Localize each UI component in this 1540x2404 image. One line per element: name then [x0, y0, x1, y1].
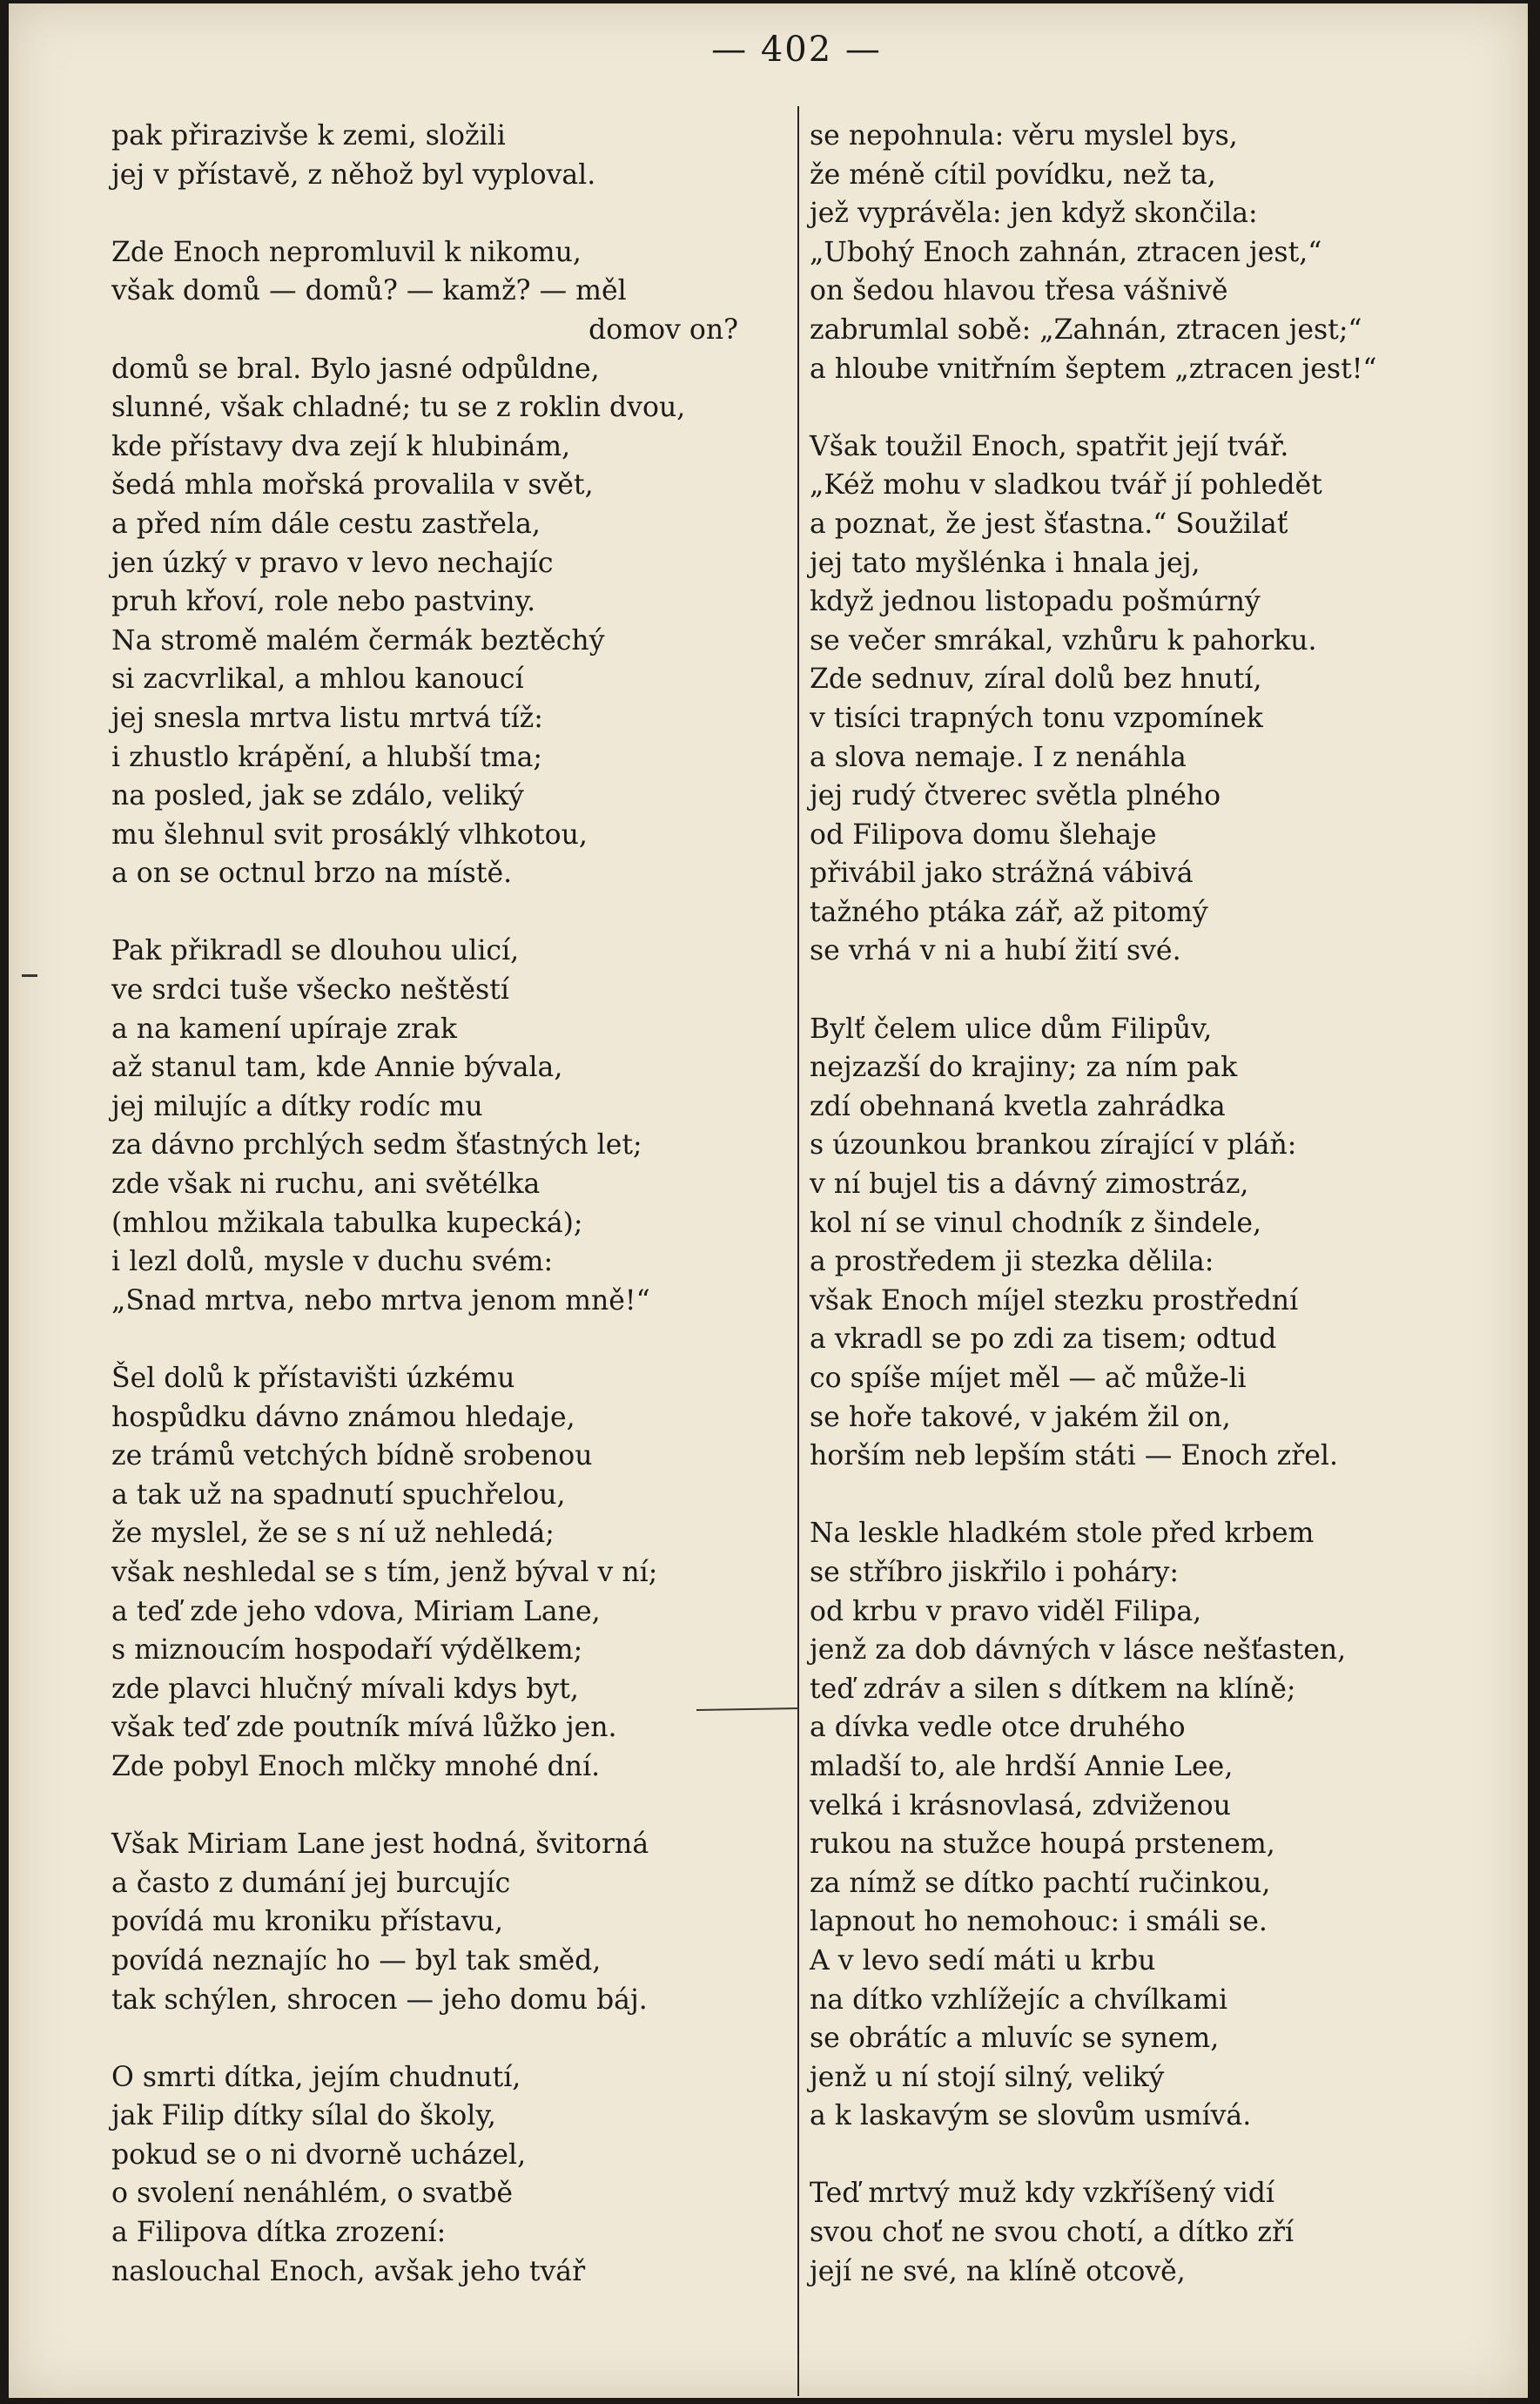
verse-line: domů se bral. Bylo jasné odpůldne,: [111, 353, 600, 385]
verse-line: se obrátíc a mluvíc se synem,: [810, 2023, 1220, 2055]
verse-line: a hloube vnitřním šeptem „ztracen jest!“: [810, 353, 1377, 385]
verse-line: O smrti dítka, jejím chudnutí,: [111, 2061, 521, 2093]
verse-line: domov on?: [588, 313, 738, 346]
verse-line: jenž u ní stojí silný, veliký: [810, 2061, 1165, 2093]
verse-line: a prostředem ji stezka dělila:: [810, 1246, 1214, 1278]
left-column: [111, 117, 790, 2330]
left-column-stanza: [111, 233, 790, 893]
verse-line: pak přirazivše k zemi, složili: [111, 120, 506, 152]
verse-line: Šel dolů k přístavišti úzkému: [111, 1363, 515, 1394]
verse-line: Však toužil Enoch, spatřit její tvář.: [810, 430, 1289, 462]
verse-line: za dávno prchlých sedm šťastných let;: [111, 1129, 642, 1162]
verse-line: kol ní se vinul chodník z šindele,: [810, 1207, 1262, 1239]
verse-line: zde však ni ruchu, ani světélka: [111, 1168, 541, 1201]
verse-line: jak Filip dítky sílal do školy,: [111, 2100, 496, 2132]
verse-line: a slova nemaje. I z nenáhla: [810, 741, 1187, 773]
verse-line: se nepohnula: věru myslel bys,: [810, 120, 1238, 152]
verse-line: lapnout ho nemohouc: i smáli se.: [810, 1906, 1268, 1938]
verse-line: (mhlou mžikala tabulka kupecká);: [111, 1207, 583, 1239]
left-column-stanza: [111, 932, 790, 1320]
verse-line: hospůdku dávno známou hledaje,: [111, 1401, 575, 1433]
verse-line: přivábil jako strážná vábivá: [810, 858, 1194, 890]
left-column-stanza: [111, 117, 790, 194]
left-column-stanza: [111, 1359, 790, 1787]
verse-line: on šedou hlavou třesa vášnivě: [810, 275, 1228, 307]
verse-line: s miznoucím hospodaří výdělkem;: [111, 1634, 583, 1667]
verse-line: A v levo sedí máti u krbu: [810, 1944, 1156, 1976]
verse-line: s úzounkou brankou zírající v pláň:: [810, 1129, 1297, 1162]
verse-line: zabrumlal sobě: „Zahnán, ztracen jest;“: [810, 313, 1362, 346]
verse-line: na posled, jak se zdálo, veliký: [111, 780, 524, 812]
verse-line: Zde pobyl Enoch mlčky mnohé dní.: [111, 1750, 601, 1782]
verse-line: si zacvrlikal, a mhlou kanoucí: [111, 663, 524, 696]
verse-line: Zde Enoch nepromluvil k nikomu,: [111, 236, 582, 268]
right-column-stanza: [810, 117, 1497, 388]
verse-line: nejzazší do krajiny; za ním pak: [810, 1052, 1238, 1084]
verse-line: co spíše míjet měl — ač může-li: [810, 1363, 1247, 1394]
verse-line: kde přístavy dva zejí k hlubinám,: [111, 430, 571, 462]
verse-line: o svolení nenáhlém, o svatbě: [111, 2178, 514, 2210]
verse-line: však Enoch míjel stezku prostřední: [810, 1284, 1299, 1316]
right-column-stanza: [810, 2174, 1497, 2291]
verse-line: povídá neznajíc ho — byl tak směd,: [111, 1944, 602, 1976]
verse-line: jen úzký v pravo v levo nechajíc: [111, 547, 554, 579]
verse-line: Teď mrtvý muž kdy vzkříšený vidí: [810, 2178, 1275, 2210]
verse-line: horším neb lepším státi — Enoch zřel.: [810, 1440, 1338, 1472]
verse-line: i lezl dolů, mysle v duchu svém:: [111, 1246, 554, 1278]
verse-line: však teď zde poutník mívá lůžko jen.: [111, 1712, 617, 1744]
verse-line: ze trámů vetchých bídně srobenou: [111, 1440, 593, 1472]
verse-line: ve srdci tuše všecko neštěstí: [111, 974, 509, 1007]
verse-line: však domů — domů? — kamž? — měl: [111, 275, 627, 307]
verse-line: Však Miriam Lane jest hodná, švitorná: [111, 1828, 649, 1861]
verse-line: pruh křoví, role nebo pastviny.: [111, 586, 536, 618]
verse-line: Na leskle hladkém stole před krbem: [810, 1518, 1315, 1550]
verse-line: a často z dumání jej burcujíc: [111, 1867, 511, 1899]
verse-line: rukou na stužce houpá prstenem,: [810, 1828, 1275, 1861]
verse-line: jej milujíc a dítky rodíc mu: [111, 1090, 483, 1122]
verse-line: pokud se o ni dvorně ucházel,: [111, 2138, 527, 2171]
verse-line: tažného ptáka zář, až pitomý: [810, 896, 1208, 928]
verse-line: naslouchal Enoch, avšak jeho tvář: [111, 2255, 586, 2287]
verse-line: jež vyprávěla: jen když skončila:: [810, 198, 1258, 230]
verse-line: že myslel, že se s ní už nehledá;: [111, 1518, 555, 1550]
verse-line: jej tato myšlénka i hnala jej,: [810, 547, 1200, 579]
verse-line: „Kéž mohu v sladkou tvář jí pohledět: [810, 469, 1322, 502]
verse-line: se hoře takové, v jakém žil on,: [810, 1401, 1231, 1433]
verse-line: Zde sednuv, zíral dolů bez hnutí,: [810, 663, 1262, 696]
verse-line: a poznat, že jest šťastna.“ Soužilať: [810, 508, 1288, 540]
verse-line: „Ubohý Enoch zahnán, ztracen jest,“: [810, 236, 1322, 268]
verse-line: teď zdráv a silen s dítkem na klíně;: [810, 1673, 1296, 1705]
column-divider: [797, 106, 799, 2396]
page-number: — 402 —: [711, 30, 882, 70]
verse-line: a Filipova dítka zrození:: [111, 2217, 447, 2249]
verse-line: v ní bujel tis a dávný zimostráz,: [810, 1168, 1249, 1201]
right-column: [810, 117, 1497, 2330]
right-column-stanza: [810, 1514, 1497, 2136]
scanned-page: [9, 3, 1528, 2398]
verse-line: a teď zde jeho vdova, Miriam Lane,: [111, 1595, 601, 1627]
verse-line: a dívka vedle otce druhého: [810, 1712, 1186, 1744]
verse-line: až stanul tam, kde Annie bývala,: [111, 1052, 563, 1084]
verse-line: Na stromě malém čermák beztěchý: [111, 624, 605, 657]
verse-line: se stříbro jiskřilo i poháry:: [810, 1556, 1180, 1588]
verse-line: se večer smrákal, vzhůru k pahorku.: [810, 624, 1317, 657]
verse-line: zdí obehnaná kvetla zahrádka: [810, 1090, 1226, 1122]
verse-line: a on se octnul brzo na místě.: [111, 858, 513, 890]
verse-line: svou choť ne svou chotí, a dítko zří: [810, 2217, 1295, 2249]
verse-line: mladší to, ale hrdší Annie Lee,: [810, 1750, 1234, 1782]
verse-line: zde plavci hlučný mívali kdys byt,: [111, 1673, 579, 1705]
verse-line: jenž za dob dávných v lásce nešťasten,: [810, 1634, 1347, 1667]
verse-line: a tak už na spadnutí spuchřelou,: [111, 1478, 566, 1511]
verse-line: se vrhá v ni a hubí žití své.: [810, 935, 1181, 967]
right-column-stanza: [810, 428, 1497, 971]
verse-line: na dítko vzhlížejíc a chvílkami: [810, 1983, 1228, 2016]
verse-line: v tisíci trapných tonu vzpomínek: [810, 702, 1263, 734]
verse-line: její ne své, na klíně otcově,: [810, 2255, 1186, 2287]
verse-line: mu šlehnul svit prosáklý vlhkotou,: [111, 818, 588, 851]
verse-line: Pak přikradl se dlouhou ulicí,: [111, 935, 520, 967]
verse-line: „Snad mrtva, nebo mrtva jenom mně!“: [111, 1284, 650, 1316]
verse-line: od krbu v pravo viděl Filipa,: [810, 1595, 1202, 1627]
right-column-stanza: [810, 1010, 1497, 1476]
left-column-stanza: [111, 1825, 790, 2019]
verse-line: povídá mu kroniku přístavu,: [111, 1906, 503, 1938]
margin-pencil-mark: [22, 974, 37, 977]
verse-line: když jednou listopadu pošmúrný: [810, 586, 1261, 618]
verse-line: však neshledal se s tím, jenž býval v ní;: [111, 1556, 658, 1588]
verse-line: slunné, však chladné; tu se z roklin dvou,: [111, 392, 686, 424]
verse-line: šedá mhla mořská provalila v svět,: [111, 469, 594, 502]
left-column-stanza: [111, 2058, 790, 2292]
verse-line: jej v přístavě, z něhož byl vyploval.: [111, 158, 596, 191]
verse-line: jej snesla mrtva listu mrtvá tíž:: [111, 702, 543, 734]
verse-line: že méně cítil povídku, než ta,: [810, 158, 1216, 191]
verse-line: Bylť čelem ulice dům Filipův,: [810, 1013, 1213, 1045]
verse-line: a vkradl se po zdi za tisem; odtud: [810, 1323, 1277, 1356]
verse-line: a na kamení upíraje zrak: [111, 1013, 457, 1045]
verse-line: a před ním dále cestu zastřela,: [111, 508, 541, 540]
verse-line: velká i krásnovlasá, zdviženou: [810, 1789, 1231, 1822]
verse-line: i zhustlo krápění, a hlubší tma;: [111, 741, 543, 773]
verse-line: a k laskavým se slovům usmívá.: [810, 2100, 1252, 2132]
verse-line: tak schýlen, shrocen — jeho domu báj.: [111, 1983, 648, 2016]
verse-line: jej rudý čtverec světla plného: [810, 780, 1221, 812]
verse-line: za nímž se dítko pachtí ručinkou,: [810, 1867, 1271, 1899]
verse-line: od Filipova domu šlehaje: [810, 818, 1157, 851]
